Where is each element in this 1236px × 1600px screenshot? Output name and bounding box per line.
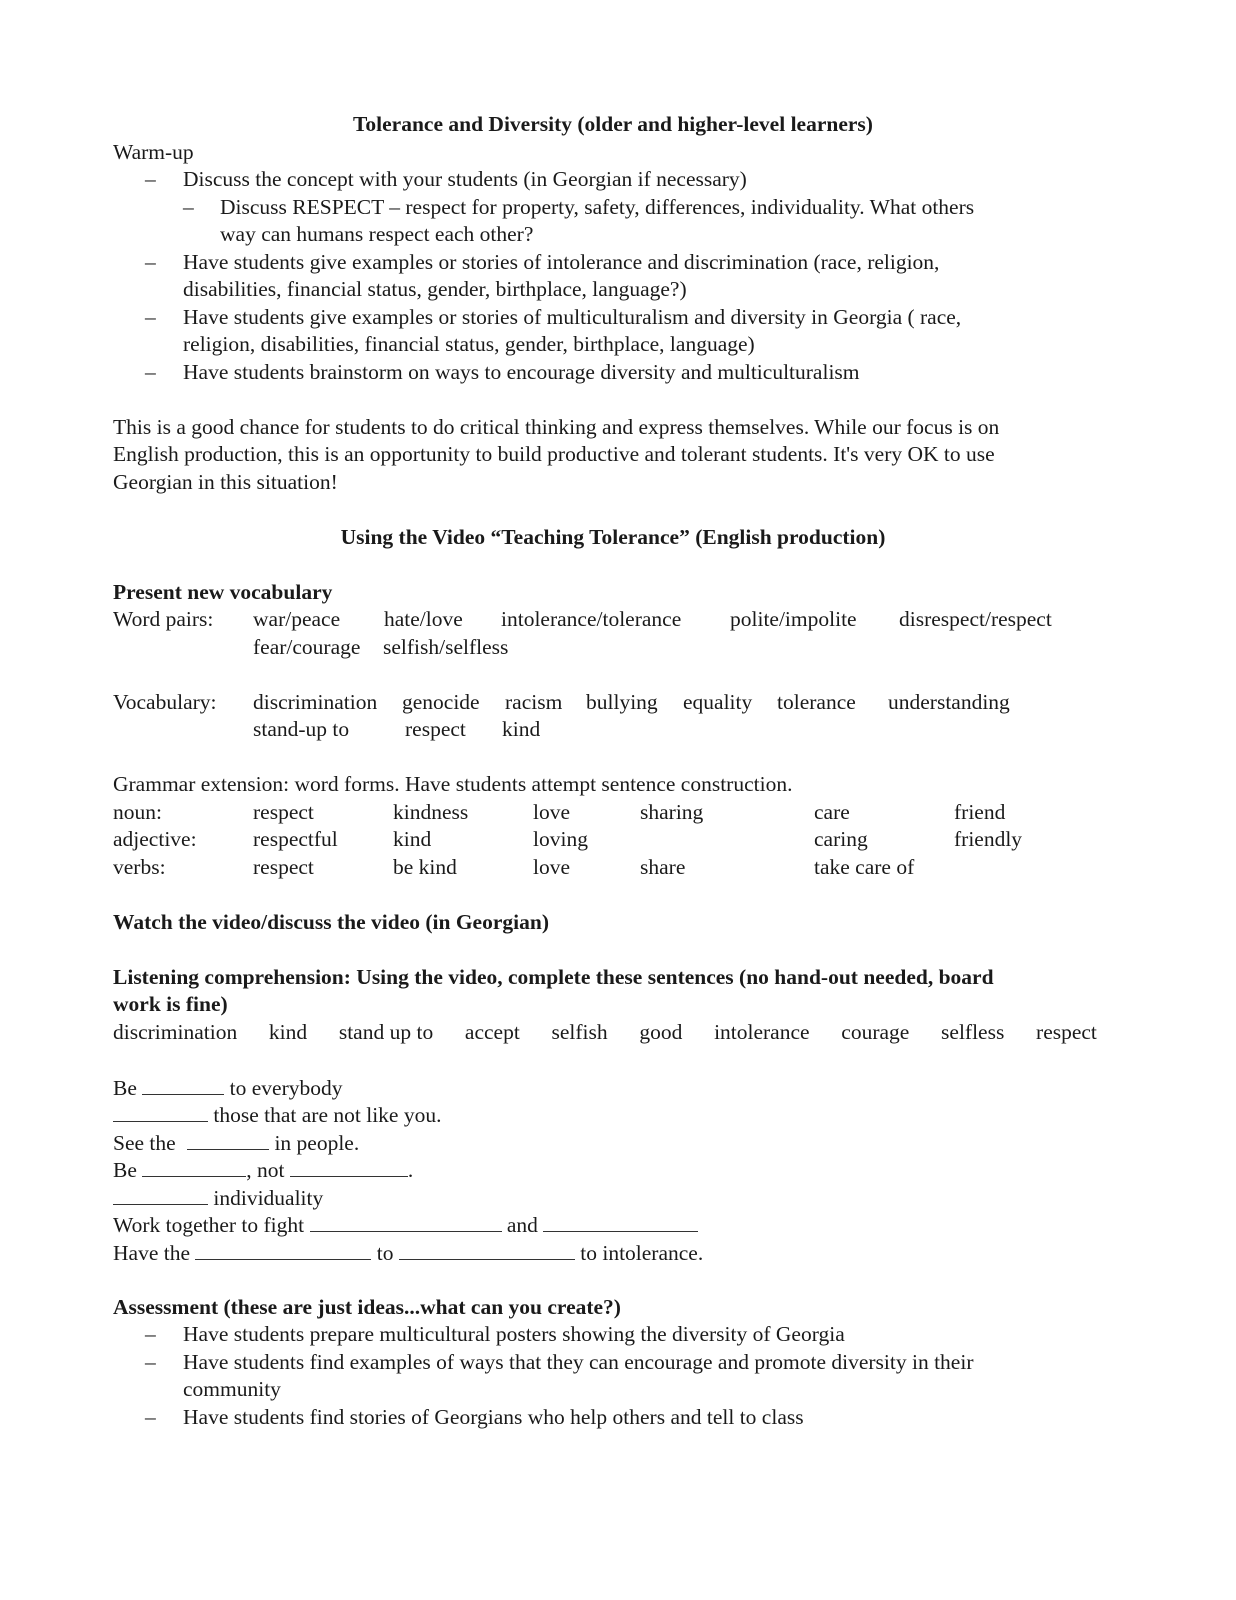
vocab-word: understanding bbox=[888, 689, 1010, 714]
grammar-cell: respect bbox=[253, 799, 314, 824]
grammar-row-adjective bbox=[113, 826, 1113, 854]
vocab-word: bullying bbox=[586, 689, 658, 714]
sub-bullet-item: – Discuss RESPECT – respect for property, safety, differences, individuality. What others bbox=[113, 194, 1113, 222]
vocab-word: discrimination bbox=[253, 689, 378, 714]
dash-bullet-icon: – bbox=[183, 194, 194, 219]
grammar-label: noun: bbox=[113, 799, 162, 824]
answer-blank bbox=[187, 1129, 269, 1150]
listening-heading-cont: work is fine) bbox=[113, 992, 228, 1016]
grammar-cell: kind bbox=[393, 827, 432, 851]
fill-blank-sentence: those that are not like you. bbox=[113, 1101, 1113, 1129]
answer-blank bbox=[195, 1239, 371, 1260]
word-bank-item: courage bbox=[841, 1019, 910, 1044]
grammar-intro: Grammar extension: word forms. Have students attempt sentence construction. bbox=[113, 772, 793, 796]
word-bank-item: respect bbox=[1036, 1019, 1097, 1044]
vocabulary-row bbox=[113, 716, 1113, 744]
warmup-heading: Warm-up bbox=[113, 139, 194, 164]
grammar-cell: love bbox=[533, 854, 571, 879]
vocab-heading: Present new vocabulary bbox=[113, 579, 333, 604]
answer-blank bbox=[543, 1211, 698, 1232]
fill-blank-sentence: Be , not . bbox=[113, 1158, 414, 1182]
answer-blank bbox=[142, 1074, 224, 1095]
vocab-word: racism bbox=[505, 689, 563, 714]
word-pair: disrespect/respect bbox=[899, 607, 1052, 631]
bullet-continuation: religion, disabilities, financial status, gender, birthplace, language) bbox=[183, 332, 755, 356]
bullet-item: – Have students prepare multicultural posters showing the diversity of Georgia bbox=[113, 1321, 1113, 1349]
answer-blank bbox=[142, 1156, 246, 1177]
word-pairs-row bbox=[113, 634, 1113, 662]
vocab-word: respect bbox=[405, 717, 466, 741]
section-title: Using the Video “Teaching Tolerance” (English production) bbox=[340, 524, 886, 549]
word-bank-item: intolerance bbox=[714, 1019, 810, 1044]
word-pairs-row bbox=[113, 606, 1113, 634]
word-bank-item: accept bbox=[464, 1019, 520, 1044]
word-bank bbox=[113, 1019, 1097, 1047]
bullet-item: – Have students find examples of ways that they can encourage and promote diversity in their bbox=[113, 1349, 1113, 1377]
grammar-cell: friend bbox=[954, 799, 1006, 824]
bullet-item: – Have students give examples or stories of intolerance and discrimination (race, religion, bbox=[113, 249, 1113, 277]
word-bank-item: stand up to bbox=[338, 1019, 434, 1044]
grammar-cell: take care of bbox=[814, 854, 915, 879]
grammar-cell: kindness bbox=[393, 799, 469, 824]
word-pair: selfish/selfless bbox=[383, 634, 509, 659]
word-bank-item: selfless bbox=[941, 1019, 1005, 1044]
dash-bullet-icon: – bbox=[145, 359, 156, 384]
word-bank-item: good bbox=[639, 1019, 683, 1044]
grammar-row-verbs bbox=[113, 854, 1113, 882]
fill-blank-sentence: See the in people. bbox=[113, 1130, 360, 1155]
word-pair: intolerance/tolerance bbox=[501, 607, 682, 631]
vocab-word: stand-up to bbox=[253, 717, 350, 741]
word-pair: hate/love bbox=[384, 607, 463, 631]
grammar-label: verbs: bbox=[113, 854, 166, 879]
vocab-word: tolerance bbox=[777, 689, 856, 714]
word-pair: war/peace bbox=[253, 607, 341, 631]
bullet-item: – Discuss the concept with your students (in Georgian if necessary) bbox=[113, 166, 1113, 194]
watch-heading: Watch the video/discuss the video (in Georgian) bbox=[113, 909, 549, 934]
vocabulary-label: Vocabulary: bbox=[113, 689, 217, 714]
word-bank-item: selfish bbox=[551, 1019, 608, 1044]
grammar-cell: loving bbox=[533, 827, 588, 851]
answer-blank bbox=[113, 1184, 208, 1205]
grammar-cell: respectful bbox=[253, 827, 338, 851]
bullet-item: – Have students find stories of Georgians who help others and tell to class bbox=[113, 1404, 1113, 1432]
grammar-cell: care bbox=[814, 799, 850, 824]
dash-bullet-icon: – bbox=[145, 1404, 156, 1429]
grammar-row-noun bbox=[113, 799, 1113, 827]
word-bank-item: discrimination bbox=[113, 1019, 238, 1044]
dash-bullet-icon: – bbox=[145, 1349, 156, 1374]
grammar-label: adjective: bbox=[113, 827, 197, 851]
fill-blank-sentence: individuality bbox=[113, 1184, 1113, 1212]
grammar-cell: sharing bbox=[640, 799, 704, 824]
bullet-item: – Have students brainstorm on ways to encourage diversity and multiculturalism bbox=[113, 359, 1113, 387]
grammar-cell: caring bbox=[814, 827, 868, 851]
document-page bbox=[113, 111, 1113, 1431]
answer-blank bbox=[399, 1239, 575, 1260]
grammar-cell: be kind bbox=[393, 854, 457, 879]
dash-bullet-icon: – bbox=[145, 249, 156, 274]
vocab-word: equality bbox=[683, 689, 753, 714]
sub-bullet-continuation: way can humans respect each other? bbox=[220, 222, 534, 246]
bullet-item: – Have students give examples or stories of multiculturalism and diversity in Georgia ( race, bbox=[113, 304, 1113, 332]
bullet-continuation: community bbox=[183, 1377, 281, 1401]
fill-blank-sentence: Work together to fight and bbox=[113, 1211, 1113, 1239]
grammar-cell: respect bbox=[253, 854, 314, 879]
document-title: Tolerance and Diversity (older and higher-level learners) bbox=[353, 112, 873, 136]
assessment-heading: Assessment (these are just ideas...what can you create?) bbox=[113, 1294, 621, 1319]
bullet-continuation: disabilities, financial status, gender, birthplace, language?) bbox=[183, 277, 687, 301]
answer-blank bbox=[290, 1156, 408, 1177]
dash-bullet-icon: – bbox=[145, 304, 156, 329]
paragraph-line: This is a good chance for students to do critical thinking and express themselves. While our focus is on bbox=[113, 414, 1000, 439]
grammar-cell: friendly bbox=[954, 827, 1023, 851]
paragraph-line: Georgian in this situation! bbox=[113, 469, 338, 494]
dash-bullet-icon: – bbox=[145, 1322, 156, 1346]
fill-blank-sentence: Be to everybody bbox=[113, 1075, 343, 1100]
vocab-word: kind bbox=[502, 717, 541, 741]
answer-blank bbox=[310, 1211, 502, 1232]
listening-heading: Listening comprehension: Using the video, complete these sentences (no hand-out needed, board bbox=[113, 964, 994, 989]
grammar-cell: love bbox=[533, 799, 571, 824]
dash-bullet-icon: – bbox=[145, 167, 156, 191]
word-pairs-label: Word pairs: bbox=[113, 607, 214, 631]
vocabulary-row bbox=[113, 689, 1113, 717]
grammar-cell: share bbox=[640, 854, 686, 879]
vocab-word: genocide bbox=[402, 689, 480, 714]
answer-blank bbox=[113, 1101, 208, 1122]
word-pair: polite/impolite bbox=[730, 607, 857, 631]
fill-blank-sentence: Have the to to intolerance. bbox=[113, 1240, 704, 1265]
word-pair: fear/courage bbox=[253, 634, 361, 659]
paragraph-line: English production, this is an opportunity to build productive and tolerant students. It's very OK to use bbox=[113, 442, 995, 466]
word-bank-item: kind bbox=[268, 1019, 308, 1044]
